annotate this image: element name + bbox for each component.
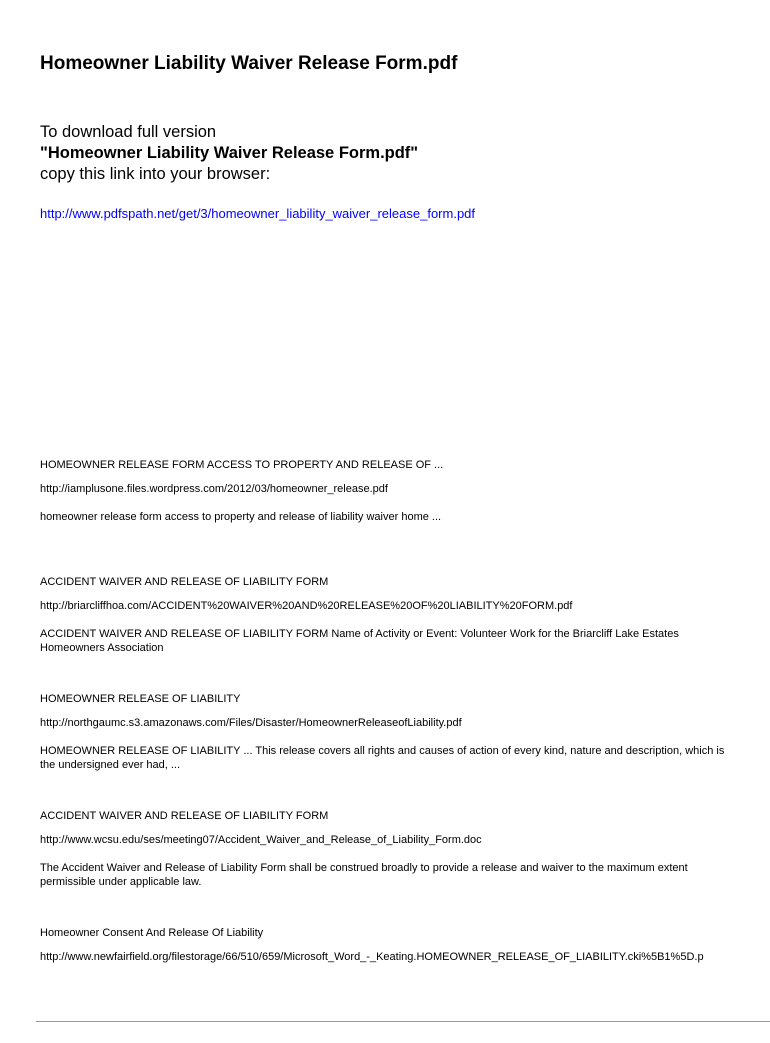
result-url[interactable]: http://northgaumc.s3.amazonaws.com/Files/Disaster/HomeownerReleaseofLiability.pdf — [40, 717, 462, 729]
result-item — [40, 926, 740, 1043]
result-title: Homeowner Consent And Release Of Liability — [40, 927, 264, 939]
result-url[interactable]: http://www.wcsu.edu/ses/meeting07/Accident_Waiver_and_Release_of_Liability_Form.doc — [40, 834, 482, 846]
footer-divider — [36, 1021, 770, 1022]
result-title: ACCIDENT WAIVER AND RELEASE OF LIABILITY FORM — [40, 576, 329, 588]
document-title: Homeowner Liability Waiver Release Form.pdf — [40, 53, 458, 74]
intro-line-1: To download full version — [40, 123, 217, 141]
download-intro — [40, 122, 418, 185]
download-link[interactable]: http://www.pdfspath.net/get/3/homeowner_liability_waiver_release_form.pdf — [40, 206, 476, 221]
intro-line-3: copy this link into your browser: — [40, 165, 271, 183]
intro-line-2: "Homeowner Liability Waiver Release Form.pdf" — [40, 144, 419, 162]
result-description: The Accident Waiver and Release of Liability Form shall be construed broadly to provide a release and waiver to the maximum extent permissible under applicable law. — [40, 862, 688, 888]
result-item — [40, 809, 740, 926]
result-description: homeowner release form access to property and release of liability waiver home ... — [40, 511, 442, 523]
result-url[interactable]: http://www.newfairfield.org/filestorage/66/510/659/Microsoft_Word_-_Keating.HOMEOWNER_RELEASE_OF_LIABILITY.cki%5B1%5D.p — [40, 951, 704, 963]
result-description: ACCIDENT WAIVER AND RELEASE OF LIABILITY FORM Name of Activity or Event: Volunteer Work for the Briarcliff Lake Estates Homeowners Association — [40, 628, 679, 654]
result-title: ACCIDENT WAIVER AND RELEASE OF LIABILITY FORM — [40, 810, 329, 822]
result-description: HOMEOWNER RELEASE OF LIABILITY ... This release covers all rights and causes of action of every kind, nature and description, which is the undersigned ever had, ... — [40, 745, 725, 771]
results-list — [40, 458, 740, 1043]
result-url[interactable]: http://iamplusone.files.wordpress.com/2012/03/homeowner_release.pdf — [40, 483, 388, 495]
result-title: HOMEOWNER RELEASE OF LIABILITY — [40, 693, 241, 705]
result-item — [40, 458, 740, 575]
result-title: HOMEOWNER RELEASE FORM ACCESS TO PROPERTY AND RELEASE OF ... — [40, 459, 444, 471]
result-item — [40, 575, 740, 692]
result-item — [40, 692, 740, 809]
result-url[interactable]: http://briarcliffhoa.com/ACCIDENT%20WAIVER%20AND%20RELEASE%20OF%20LIABILITY%20FORM.pdf — [40, 600, 573, 612]
